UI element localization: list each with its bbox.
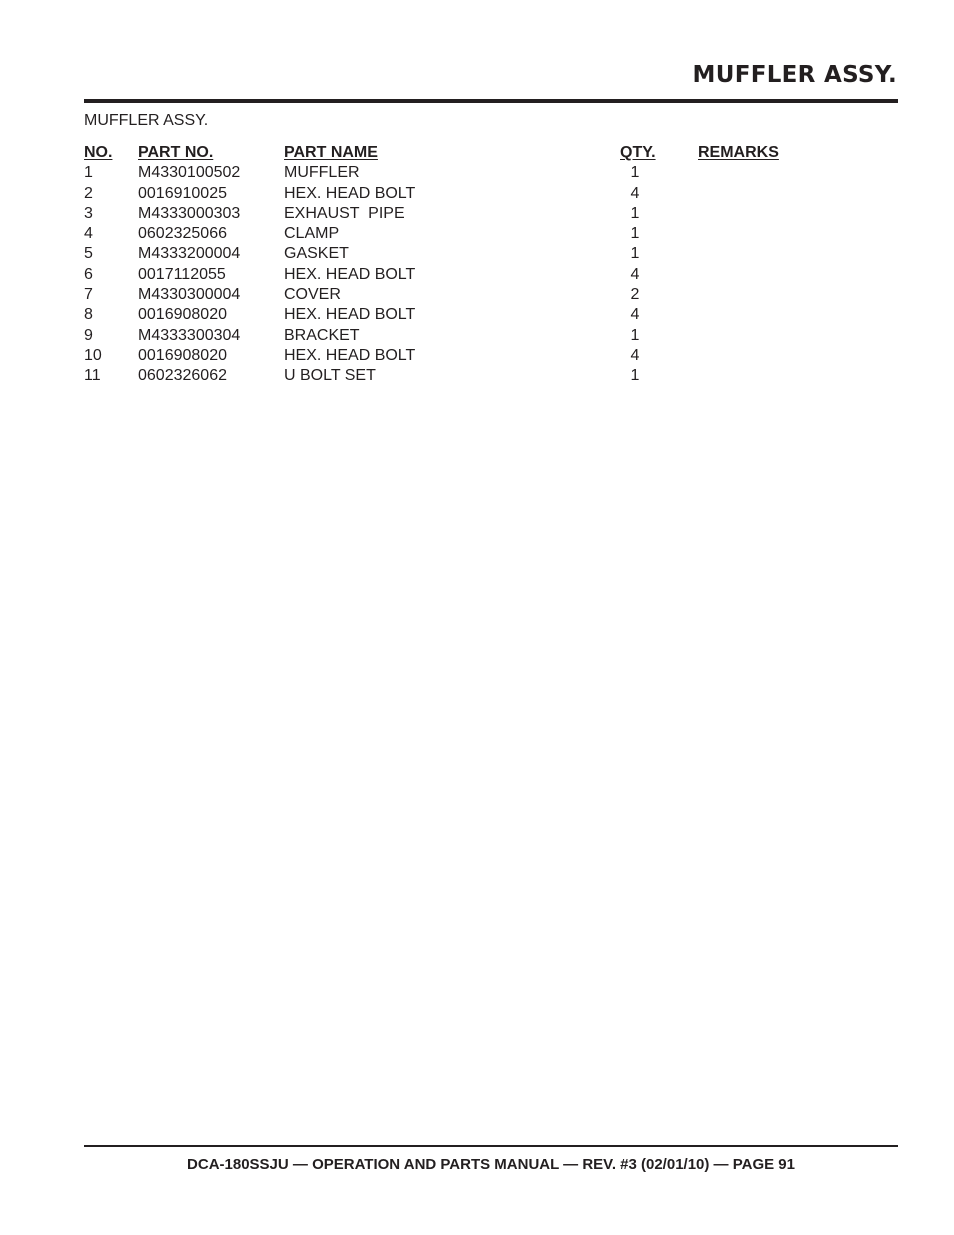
cell-qty: 1: [630, 367, 640, 385]
cell-part-name: MUFFLER: [284, 164, 360, 182]
cell-part-no: M4330100502: [138, 164, 241, 182]
cell-qty: 1: [630, 204, 640, 222]
cell-part-no: 0017112055: [138, 265, 226, 283]
cell-part-name: HEX. HEAD BOLT: [284, 346, 416, 364]
cell-part-no: 0602326062: [138, 367, 227, 385]
cell-part-name: GASKET: [284, 245, 349, 263]
cell-qty: 4: [630, 306, 640, 324]
cell-qty: 1: [630, 245, 640, 263]
table-row: [84, 244, 844, 264]
cell-part-no: 0016908020: [138, 346, 227, 364]
table-row: [84, 346, 844, 366]
cell-part-no: 0016908020: [138, 306, 227, 324]
cell-part-no: M4333300304: [138, 326, 241, 344]
cell-no: 8: [84, 306, 93, 324]
table-row: [84, 204, 844, 224]
cell-part-no: M4333200004: [138, 245, 241, 263]
table-row: [84, 326, 844, 346]
title-rule: [84, 99, 898, 103]
cell-no: 3: [84, 204, 93, 222]
cell-qty: 4: [630, 346, 640, 364]
cell-qty: 4: [630, 184, 640, 202]
cell-part-name: COVER: [284, 286, 341, 304]
cell-qty: 4: [630, 265, 640, 283]
column-header-no: NO.: [84, 144, 113, 161]
table-row: [84, 285, 844, 305]
cell-no: 4: [84, 225, 93, 243]
table-row: [84, 224, 844, 244]
cell-part-name: HEX. HEAD BOLT: [284, 265, 416, 283]
cell-part-no: M4330300004: [138, 286, 241, 304]
cell-part-name: HEX. HEAD BOLT: [284, 306, 416, 324]
table-row: [84, 265, 844, 285]
cell-no: 5: [84, 245, 93, 263]
column-header-qty: QTY.: [620, 144, 656, 161]
cell-qty: 1: [630, 326, 640, 344]
section-label: MUFFLER ASSY.: [84, 112, 209, 129]
cell-no: 11: [84, 367, 101, 385]
page-title: MUFFLER ASSY.: [692, 62, 897, 88]
cell-qty: 1: [630, 164, 640, 182]
table-header-row: [84, 143, 844, 163]
cell-part-name: EXHAUST PIPE: [284, 204, 405, 222]
cell-no: 2: [84, 184, 93, 202]
table-row: [84, 163, 844, 183]
column-header-remarks: REMARKS: [698, 144, 779, 161]
cell-part-no: M4333000303: [138, 204, 241, 222]
cell-no: 1: [84, 164, 93, 182]
column-header-part-no: PART NO.: [138, 144, 214, 161]
cell-part-name: BRACKET: [284, 326, 360, 344]
cell-qty: 1: [630, 225, 640, 243]
table-row: [84, 366, 844, 386]
cell-part-no: 0602325066: [138, 225, 227, 243]
cell-part-name: HEX. HEAD BOLT: [284, 184, 416, 202]
footer-rule: [84, 1145, 898, 1147]
table-row: [84, 184, 844, 204]
cell-qty: 2: [630, 286, 640, 304]
footer-text: DCA-180SSJU — OPERATION AND PARTS MANUAL — REV. #3 (02/01/10) — PAGE 91: [187, 1156, 795, 1173]
cell-part-no: 0016910025: [138, 184, 227, 202]
cell-part-name: U BOLT SET: [284, 367, 376, 385]
cell-no: 9: [84, 326, 93, 344]
cell-no: 6: [84, 265, 93, 283]
cell-part-name: CLAMP: [284, 225, 340, 243]
parts-table: [84, 143, 844, 387]
table-row: [84, 305, 844, 325]
column-header-part-name: PART NAME: [284, 144, 378, 161]
cell-no: 10: [84, 346, 102, 364]
cell-no: 7: [84, 286, 93, 304]
